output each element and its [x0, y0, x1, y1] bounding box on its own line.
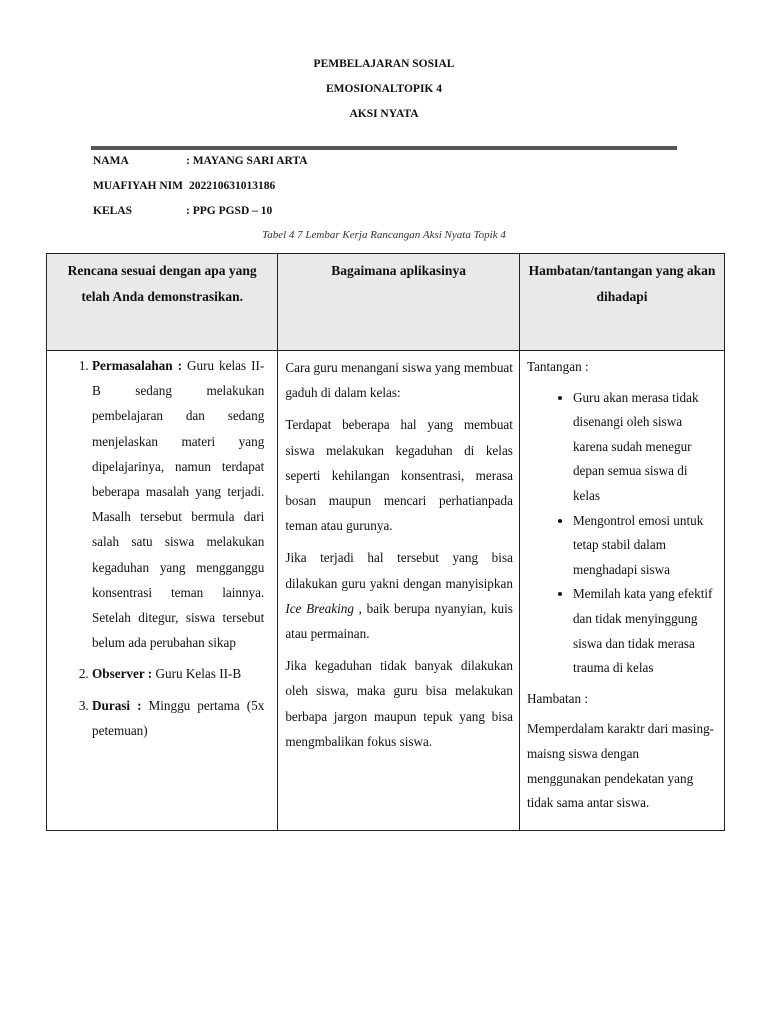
barrier-label: Hambatan :	[526, 690, 589, 706]
doc-title-line-1: PEMBELAJARAN SOSIAL	[313, 58, 455, 70]
header-obstacles	[519, 254, 724, 351]
header-application	[278, 254, 520, 351]
doc-title-line-3: AKSI NYATA	[349, 108, 419, 120]
application-paragraph	[285, 545, 513, 646]
application-paragraph: Terdapat beberapa hal yang membuat siswa melakukan kegaduhan di kelas seperti kehilangan konsentrasi, merasa bosan maupun mencari perhatianpada teman atau gurunya.	[285, 417, 513, 534]
header-divider	[91, 146, 677, 150]
nim-label: MUAFIYAH NIM	[93, 180, 183, 192]
challenge-list	[527, 386, 716, 681]
plan-item-text: Guru kelas II-B sedang melakukan pembelajaran dan sedang menjelaskan materi yang dipelajarinya, namun terdapat beberapa masalah yang terjadi. Masalh tersebut bermula dari salah satu siswa melakukan kegaduhan yang mengganggu konsentrasi teman lainnya. Setelah ditegur, siswa tersebut belum ada perubahan sikap	[92, 358, 265, 651]
obstacles-cell	[519, 351, 724, 831]
plan-list	[58, 353, 264, 743]
application-cell	[278, 351, 520, 831]
doc-title-line-2: EMOSIONALTOPIK 4	[326, 83, 442, 95]
plan-item-problem	[92, 353, 264, 655]
action-plan-table	[46, 253, 725, 831]
table-body-row	[47, 351, 725, 831]
challenge-item: • Mengontrol emosi untuk tetap stabil dalam menghadapi siswa	[573, 509, 716, 583]
class-label: KELAS	[93, 205, 132, 217]
plan-item-observer	[92, 661, 264, 686]
header-obstacles-text: Hambatan/tantangan yang akan dihadapi	[528, 263, 716, 304]
ice-breaking-term: Ice Breaking	[285, 600, 354, 616]
name-label: NAMA	[93, 155, 129, 167]
plan-item-text: Guru Kelas II-B	[155, 666, 242, 682]
plan-item-label: Permasalahan :	[92, 358, 182, 373]
application-paragraph: Jika kegaduhan tidak banyak dilakukan oleh siswa, maka guru bisa melakukan berbapa jargon maupun tepuk yang bisa mengmbalikan fokus siswa.	[285, 658, 513, 749]
header-application-text: Bagaimana aplikasinya	[331, 263, 466, 278]
plan-cell	[47, 351, 278, 831]
plan-item-label: Observer :	[92, 666, 153, 682]
application-text: , baik berupa nyanyian, kuis atau permainan.	[285, 600, 513, 642]
nim-value: 202210631013186	[188, 180, 276, 192]
table-header-row	[47, 254, 725, 351]
table-caption: Tabel 4 7 Lembar Kerja Rancangan Aksi Nyata Topik 4	[262, 229, 506, 241]
header-plan-text: Rencana sesuai dengan apa yang telah Anda demonstrasikan.	[67, 263, 257, 304]
plan-item-label: Durasi :	[92, 697, 142, 713]
challenge-item: • Guru akan merasa tidak disenangi oleh siswa karena sudah menegur depan semua siswa di kelas	[573, 386, 716, 509]
class-row	[93, 205, 272, 217]
plan-item-duration	[92, 693, 264, 743]
barrier-text: Memperdalam karaktr dari masing-maisng siswa dengan menggunakan pendekatan yang tidak sama antar siswa.	[526, 721, 715, 811]
challenge-item: • Memilah kata yang efektif dan tidak menyinggung siswa dan tidak merasa trauma di kelas	[573, 582, 716, 680]
application-paragraph: Cara guru menangani siswa yang membuat gaduh di dalam kelas:	[285, 360, 513, 401]
application-text: Jika terjadi hal tersebut yang bisa dilakukan guru yakni dengan manyisipkan	[285, 550, 513, 591]
plan-item-text: Minggu pertama (5x petemuan)	[92, 697, 265, 738]
name-row	[93, 155, 308, 167]
class-value: : PPG PGSD – 10	[186, 205, 273, 217]
challenge-label: Tantangan :	[526, 359, 589, 374]
header-plan	[47, 254, 278, 351]
nim-row	[93, 180, 275, 192]
name-value: : MAYANG SARI ARTA	[186, 155, 308, 167]
